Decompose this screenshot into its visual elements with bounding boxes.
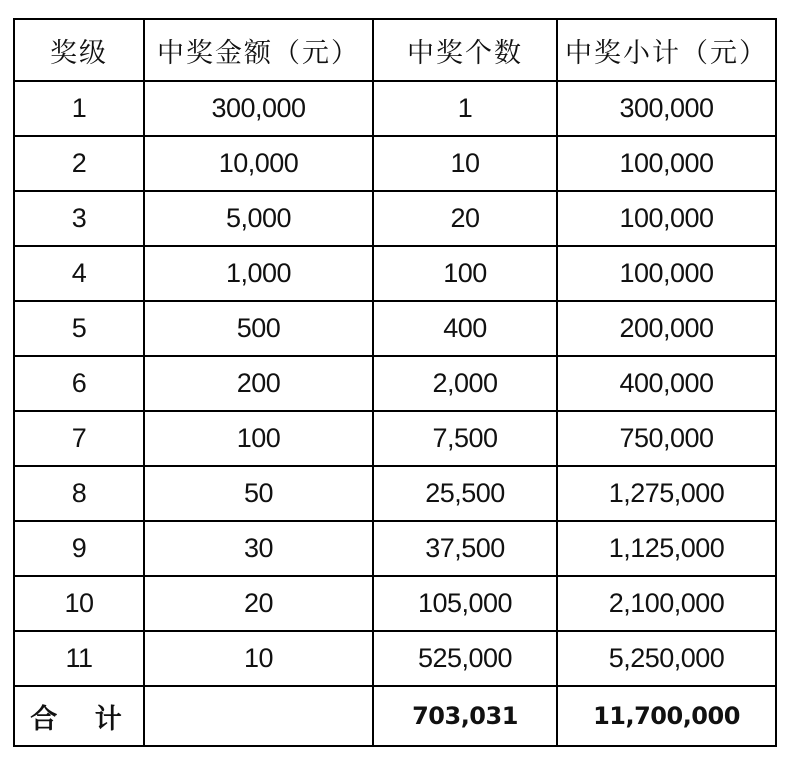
cell-level: 1 bbox=[14, 81, 144, 136]
cell-count: 7,500 bbox=[373, 411, 557, 466]
cell-count: 1 bbox=[373, 81, 557, 136]
header-prize-level: 奖级 bbox=[14, 19, 144, 81]
cell-count: 37,500 bbox=[373, 521, 557, 576]
cell-subtotal: 400,000 bbox=[557, 356, 776, 411]
table-row bbox=[14, 301, 776, 356]
cell-subtotal: 200,000 bbox=[557, 301, 776, 356]
cell-count: 100 bbox=[373, 246, 557, 301]
cell-count: 20 bbox=[373, 191, 557, 246]
cell-amount: 30 bbox=[144, 521, 373, 576]
cell-count: 400 bbox=[373, 301, 557, 356]
cell-amount: 20 bbox=[144, 576, 373, 631]
cell-level: 4 bbox=[14, 246, 144, 301]
cell-subtotal: 1,125,000 bbox=[557, 521, 776, 576]
cell-level: 10 bbox=[14, 576, 144, 631]
table-row bbox=[14, 191, 776, 246]
table-row bbox=[14, 356, 776, 411]
cell-level: 8 bbox=[14, 466, 144, 521]
table-row bbox=[14, 136, 776, 191]
table-header-row bbox=[14, 19, 776, 81]
cell-level: 7 bbox=[14, 411, 144, 466]
cell-subtotal: 1,275,000 bbox=[557, 466, 776, 521]
table-row bbox=[14, 411, 776, 466]
total-subtotal: 11,700,000 bbox=[557, 686, 776, 746]
header-prize-subtotal: 中奖小计（元） bbox=[557, 19, 776, 81]
table-row bbox=[14, 631, 776, 686]
cell-level: 9 bbox=[14, 521, 144, 576]
cell-subtotal: 300,000 bbox=[557, 81, 776, 136]
cell-level: 6 bbox=[14, 356, 144, 411]
cell-subtotal: 2,100,000 bbox=[557, 576, 776, 631]
header-prize-amount: 中奖金额（元） bbox=[144, 19, 373, 81]
table-body bbox=[14, 81, 776, 746]
prize-table bbox=[13, 18, 777, 747]
total-amount bbox=[144, 686, 373, 746]
cell-count: 2,000 bbox=[373, 356, 557, 411]
cell-level: 3 bbox=[14, 191, 144, 246]
cell-level: 11 bbox=[14, 631, 144, 686]
cell-count: 105,000 bbox=[373, 576, 557, 631]
cell-subtotal: 5,250,000 bbox=[557, 631, 776, 686]
cell-subtotal: 100,000 bbox=[557, 136, 776, 191]
table-row bbox=[14, 81, 776, 136]
cell-amount: 300,000 bbox=[144, 81, 373, 136]
cell-count: 525,000 bbox=[373, 631, 557, 686]
cell-amount: 500 bbox=[144, 301, 373, 356]
cell-subtotal: 100,000 bbox=[557, 246, 776, 301]
table-row bbox=[14, 521, 776, 576]
cell-amount: 1,000 bbox=[144, 246, 373, 301]
cell-amount: 10,000 bbox=[144, 136, 373, 191]
total-count: 703,031 bbox=[373, 686, 557, 746]
cell-amount: 200 bbox=[144, 356, 373, 411]
prize-table-wrapper bbox=[13, 18, 777, 747]
cell-subtotal: 100,000 bbox=[557, 191, 776, 246]
cell-subtotal: 750,000 bbox=[557, 411, 776, 466]
header-prize-count: 中奖个数 bbox=[373, 19, 557, 81]
cell-amount: 100 bbox=[144, 411, 373, 466]
table-row bbox=[14, 576, 776, 631]
cell-count: 25,500 bbox=[373, 466, 557, 521]
cell-level: 2 bbox=[14, 136, 144, 191]
table-row bbox=[14, 466, 776, 521]
table-row bbox=[14, 246, 776, 301]
cell-amount: 5,000 bbox=[144, 191, 373, 246]
total-label: 合 计 bbox=[14, 686, 144, 746]
total-row bbox=[14, 686, 776, 746]
cell-count: 10 bbox=[373, 136, 557, 191]
cell-amount: 50 bbox=[144, 466, 373, 521]
cell-amount: 10 bbox=[144, 631, 373, 686]
cell-level: 5 bbox=[14, 301, 144, 356]
